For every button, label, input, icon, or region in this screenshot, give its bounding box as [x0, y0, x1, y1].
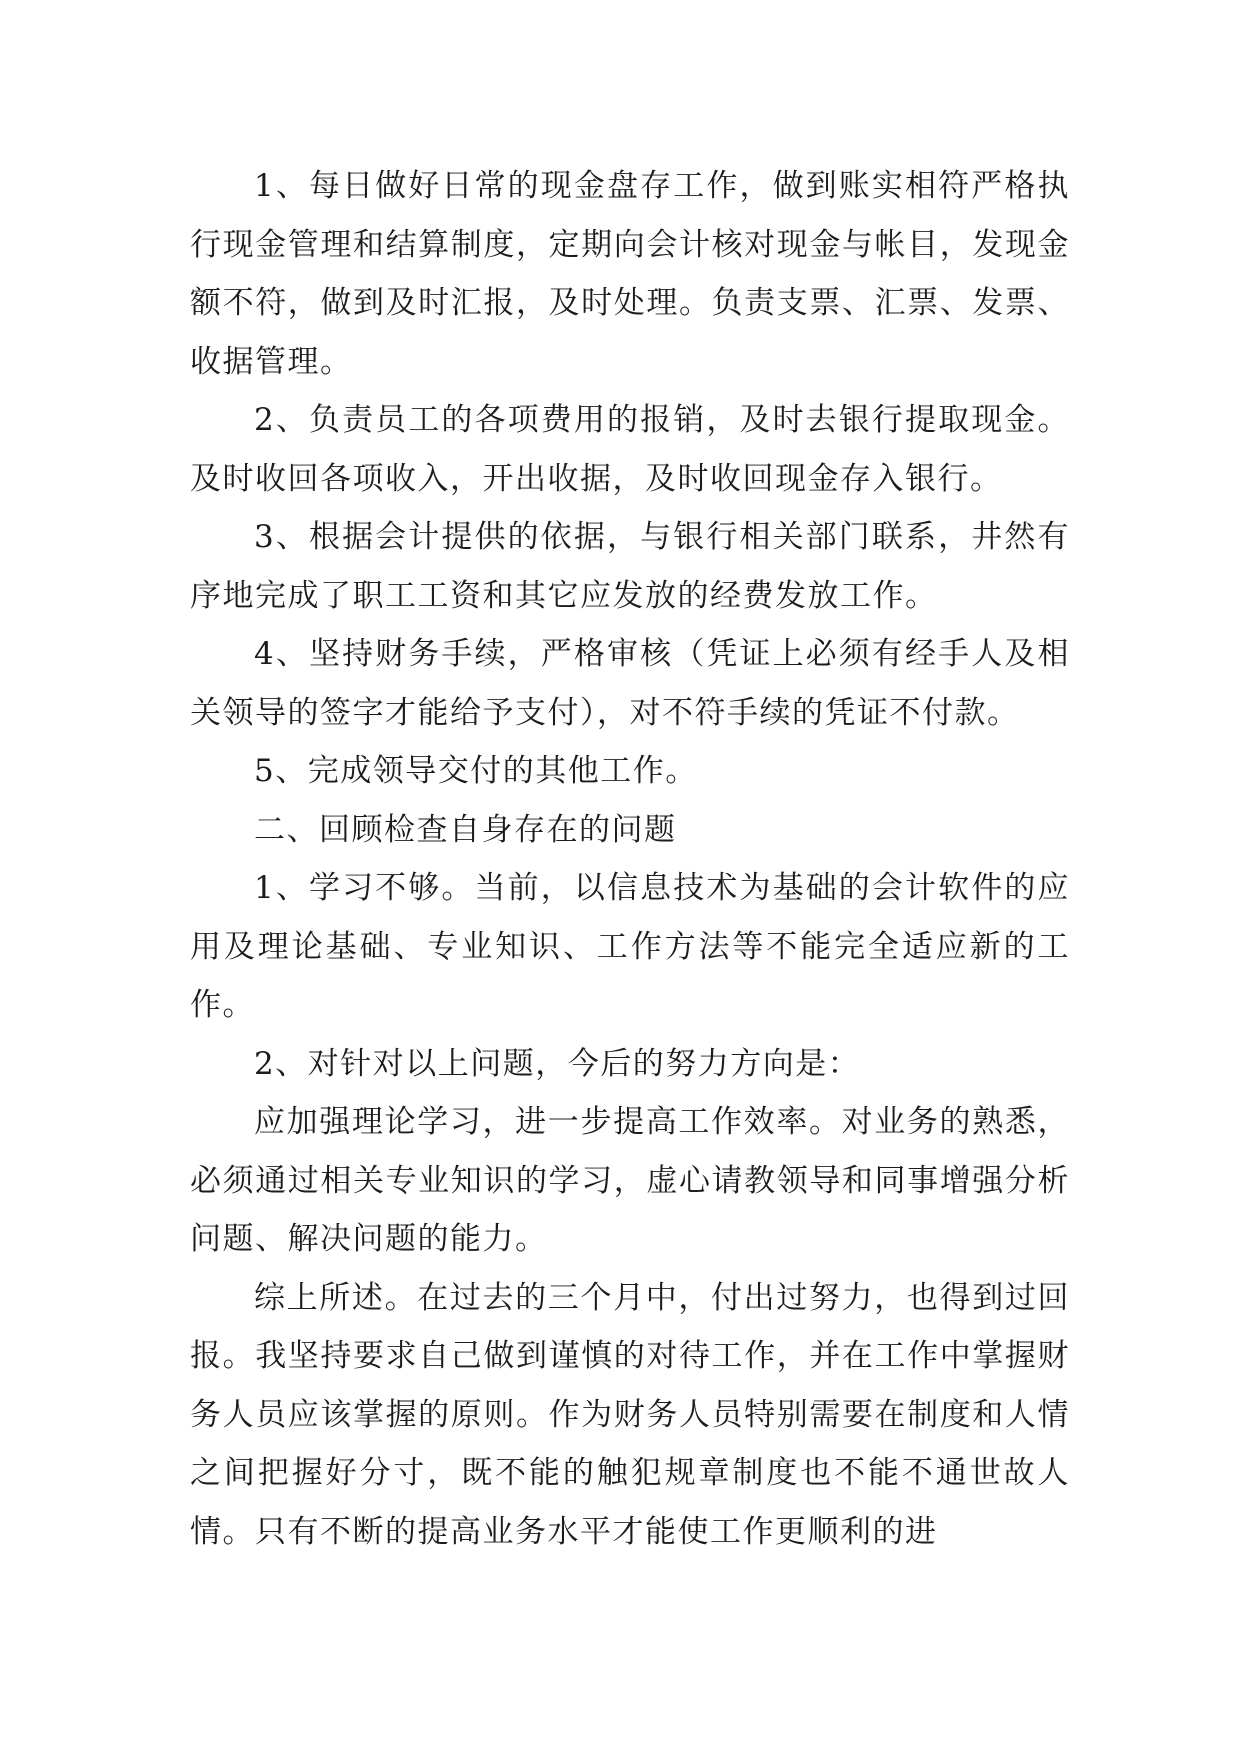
paragraph-cash-inventory: 1、每日做好日常的现金盘存工作，做到账实相符严格执行现金管理和结算制度，定期向会计核对现金与帐目，发现金额不符，做到及时汇报，及时处理。负责支票、汇票、发票、收据管理。: [190, 168, 1070, 380]
paragraph-salary-payment: 3、根据会计提供的依据，与银行相关部门联系，井然有序地完成了职工工资和其它应发放的经费发放工作。: [190, 519, 1070, 614]
paragraph-expense-reimbursement: 2、负责员工的各项费用的报销，及时去银行提取现金。及时收回各项收入，开出收据，及时收回现金存入银行。: [190, 402, 1070, 497]
paragraph-summary: 综上所述。在过去的三个月中，付出过努力，也得到过回报。我坚持要求自己做到谨慎的对待工作，并在工作中掌握财务人员应该掌握的原则。作为财务人员特别需要在制度和人情之间把握好分寸，既不能的触犯规章制度也不能不通世故人情。只有不断的提高业务水平才能使工作更顺利的进: [190, 1279, 1070, 1550]
paragraph-strengthen-study: 应加强理论学习，进一步提高工作效率。对业务的熟悉，必须通过相关专业知识的学习，虚心请教领导和同事增强分析问题、解决问题的能力。: [190, 1104, 1070, 1257]
paragraph-financial-procedures: 4、坚持财务手续，严格审核（凭证上必须有经手人及相关领导的签字才能给予支付），对不符手续的凭证不付款。: [190, 636, 1070, 731]
paragraph-other-tasks: 5、完成领导交付的其他工作。: [254, 753, 698, 789]
document-body: [190, 157, 1070, 1561]
paragraph-insufficient-learning: 1、学习不够。当前，以信息技术为基础的会计软件的应用及理论基础、专业知识、工作方法等不能完全适应新的工作。: [190, 870, 1070, 1023]
paragraph-improvement-direction: 2、对针对以上问题，今后的努力方向是：: [254, 1045, 861, 1082]
section-heading-review: 二、回顾检查自身存在的问题: [254, 811, 677, 848]
